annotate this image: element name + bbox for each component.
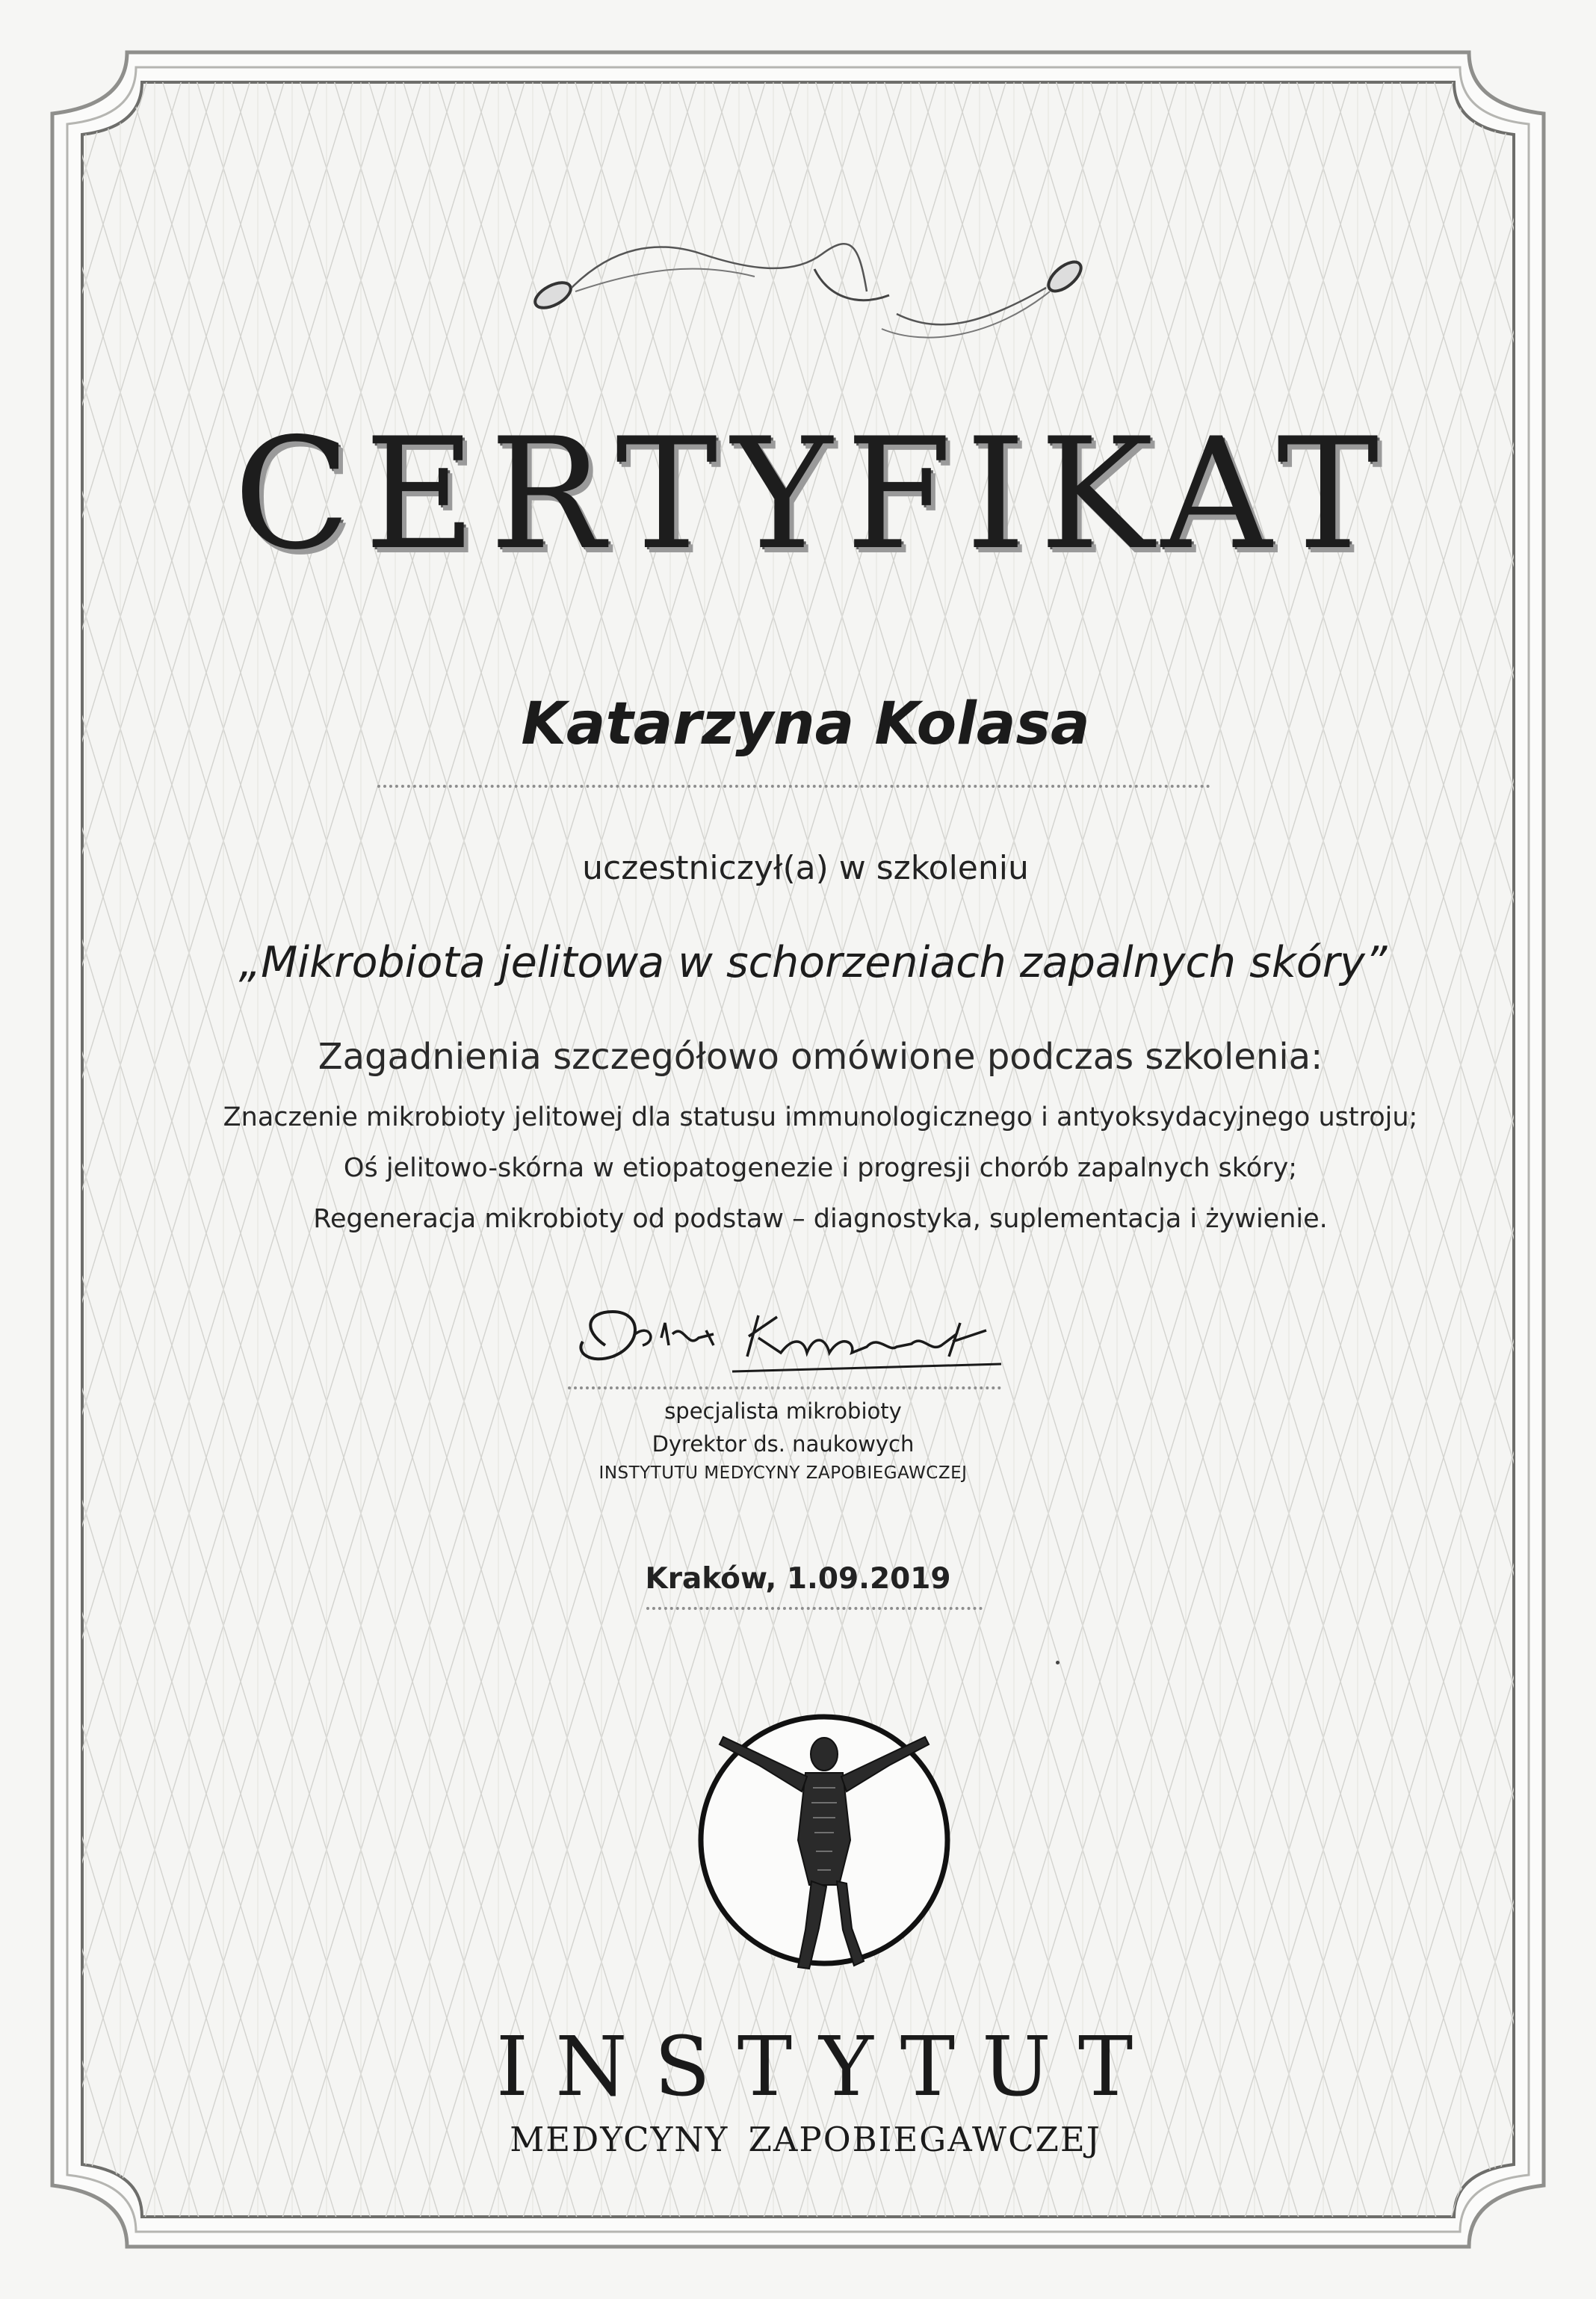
signatory-institution: INSTYTUTU MEDYCYNY ZAPOBIEGAWCZEJ [598,1463,968,1483]
date-dotted-line [646,1607,983,1610]
handwritten-signature [553,1300,1046,1390]
vitruvian-figure-icon [693,1691,955,1990]
signature-dotted-line [568,1386,1001,1389]
topic-item: Znaczenie mikrobioty jelitowej dla statusu immunologicznego i antyoksydacyjnego ustroju; [223,1102,1418,1132]
logo-name: INSTYTUT [495,2019,1160,2114]
signatory-position: Dyrektor ds. naukowych [652,1431,915,1457]
topic-item: Oś jelitowo-skórna w etiopatogenezie i progresji chorób zapalnych skóry; [343,1153,1298,1183]
participation-text: uczestniczył(a) w szkoleniu [582,849,1029,887]
topics-heading: Zagadnienia szczegółowo omówione podczas szkolenia: [318,1036,1323,1078]
place-date: Kraków, 1.09.2019 [645,1562,951,1596]
signatory-role: specjalista mikrobioty [664,1398,902,1424]
name-dotted-line [377,785,1210,788]
microbe-illustration [508,224,1106,359]
recipient-name: Katarzyna Kolasa [521,691,1090,758]
course-title: „Mikrobiota jelitowa w schorzeniach zapalnych skóry” [238,938,1388,987]
logo-subtitle: MEDYCYNY ZAPOBIEGAWCZEJ [510,2120,1101,2159]
ink-dot [1056,1661,1060,1664]
topic-item: Regeneracja mikrobioty od podstaw – diagnostyka, suplementacja i żywienie. [313,1204,1328,1234]
certificate-title: CERTYFIKAT [233,406,1393,584]
